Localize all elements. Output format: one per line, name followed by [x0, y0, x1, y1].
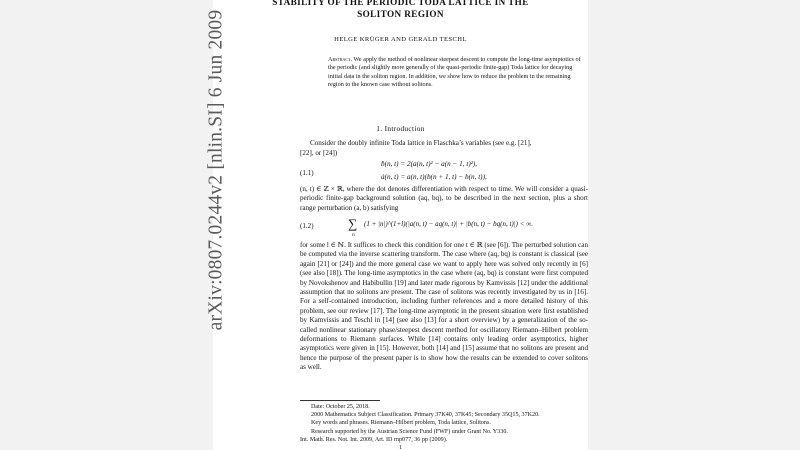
abstract [328, 56, 583, 89]
footnote-rule [300, 400, 380, 401]
paper-authors: HELGE KRÜGER AND GERALD TESCHL [334, 36, 467, 43]
abstract-heading: Abstract. [328, 56, 353, 63]
equation-1-1-line-2: ȧ(n, t) = a(n, t)(b(n + 1, t) − b(n, t)), [381, 173, 487, 181]
intro-line-1: Consider the doubly infinite Toda lattice in Flaschka’s variables (see e.g. [21], [310, 139, 532, 147]
paper-title-line-2: SOLITON REGION [357, 9, 444, 19]
paper-page [213, 0, 588, 450]
equation-1-2-body: (1 + |n|)^(1+l)(|a(n, t) − aq(n, t)| + |b(n, t) − bq(n, t)|) < ∞. [364, 220, 533, 228]
page-number: 1 [398, 444, 403, 450]
paragraph-history: for some l ∈ ℕ. It suffices to check this condition for one t ∈ ℝ (see [6]). The perturbed solution can be computed via the inverse scattering transform. The case where (aq, bq) is constant is classical (see again [21] or [24]) and the more general case we want to apply here was solved only recently in [6] (see also [18]). The long-time asymptotics in the case where (aq, bq) is constant were first computed by Novokshenov and Habibullin [19] and later made rigorous by Kamvissis [12] under the additional assumption that no solitons are present. The case of solitons was recently investigated by us in [16]. For a self-contained introduction, including further references and a more detailed history of this problem, see our review [17]. The long-time asymptotic in the present situation were first established by Kamvissis and Teschl in [14] (see also [13] for a short overview) by a generalization of the so-called nonlinear stationary phase/steepest descent method for oscillatory Riemann–Hilbert problem deformations to Riemann surfaces. While [14] contains only leading order asymptotics, higher asymptotics were given in [15]. However, both [14] and [15] assume that no solitons are present and hence the purpose of the present paper is to show how the results can be extended to cover solitons as well. [300, 241, 588, 372]
equation-1-2-number: (1.2) [300, 222, 314, 230]
right-margin [588, 0, 800, 450]
equation-1-2-sum-symbol: ∑ [348, 216, 358, 231]
arxiv-identifier [196, 0, 236, 340]
footnote-msc: 2000 Mathematics Subject Classification. Primary 37K40, 37K45; Secondary 35Q15, 37K20. [311, 412, 540, 418]
footnote-journal: Int. Math. Res. Not. Int. 2009, Art. ID rnp077, 36 pp (2009). [300, 437, 448, 443]
paragraph-background-solution: (n, t) ∈ ℤ × ℝ, where the dot denotes differentiation with respect to time. We will consider a quasi-periodic finite-gap background solution (aq, bq), to be described in the next section, plus a short range perturbation (a, b) satisfying [300, 185, 588, 212]
footnote-funding: Research supported by the Austrian Science Fund (FWF) under Grant No. Y330. [311, 429, 508, 435]
equation-1-1-line-1: ḃ(n, t) = 2(a(n, t)² − a(n − 1, t)²), [381, 160, 478, 168]
abstract-text: We apply the method of nonlinear steepest descent to compute the long-time asymptotics of the periodic (and slightly more generally of the quasi-periodic finite-gap) Toda lattice for decaying initial data in the soliton region. In addition, we show how to reduce the problem in the remaining region to the known case without solitons. [328, 56, 581, 88]
equation-1-2-sum-index: n [352, 232, 355, 238]
paper-title-line-1: STABILITY OF THE PERIODIC TODA LATTICE IN THE [272, 0, 529, 7]
intro-line-2: [22], or [24]) [300, 149, 338, 157]
footnote-keywords: Key words and phrases. Riemann–Hilbert problem, Toda lattice, Solitons. [311, 420, 491, 426]
arxiv-identifier-text: arXiv:0807.0244v2 [nlin.SI] 6 Jun 2009 [205, 9, 227, 331]
left-margin [0, 0, 213, 450]
equation-1-1-number: (1.1) [300, 169, 314, 177]
section-heading: 1. Introduction [376, 124, 425, 133]
footnote-date: Date: October 25, 2018. [311, 404, 370, 410]
